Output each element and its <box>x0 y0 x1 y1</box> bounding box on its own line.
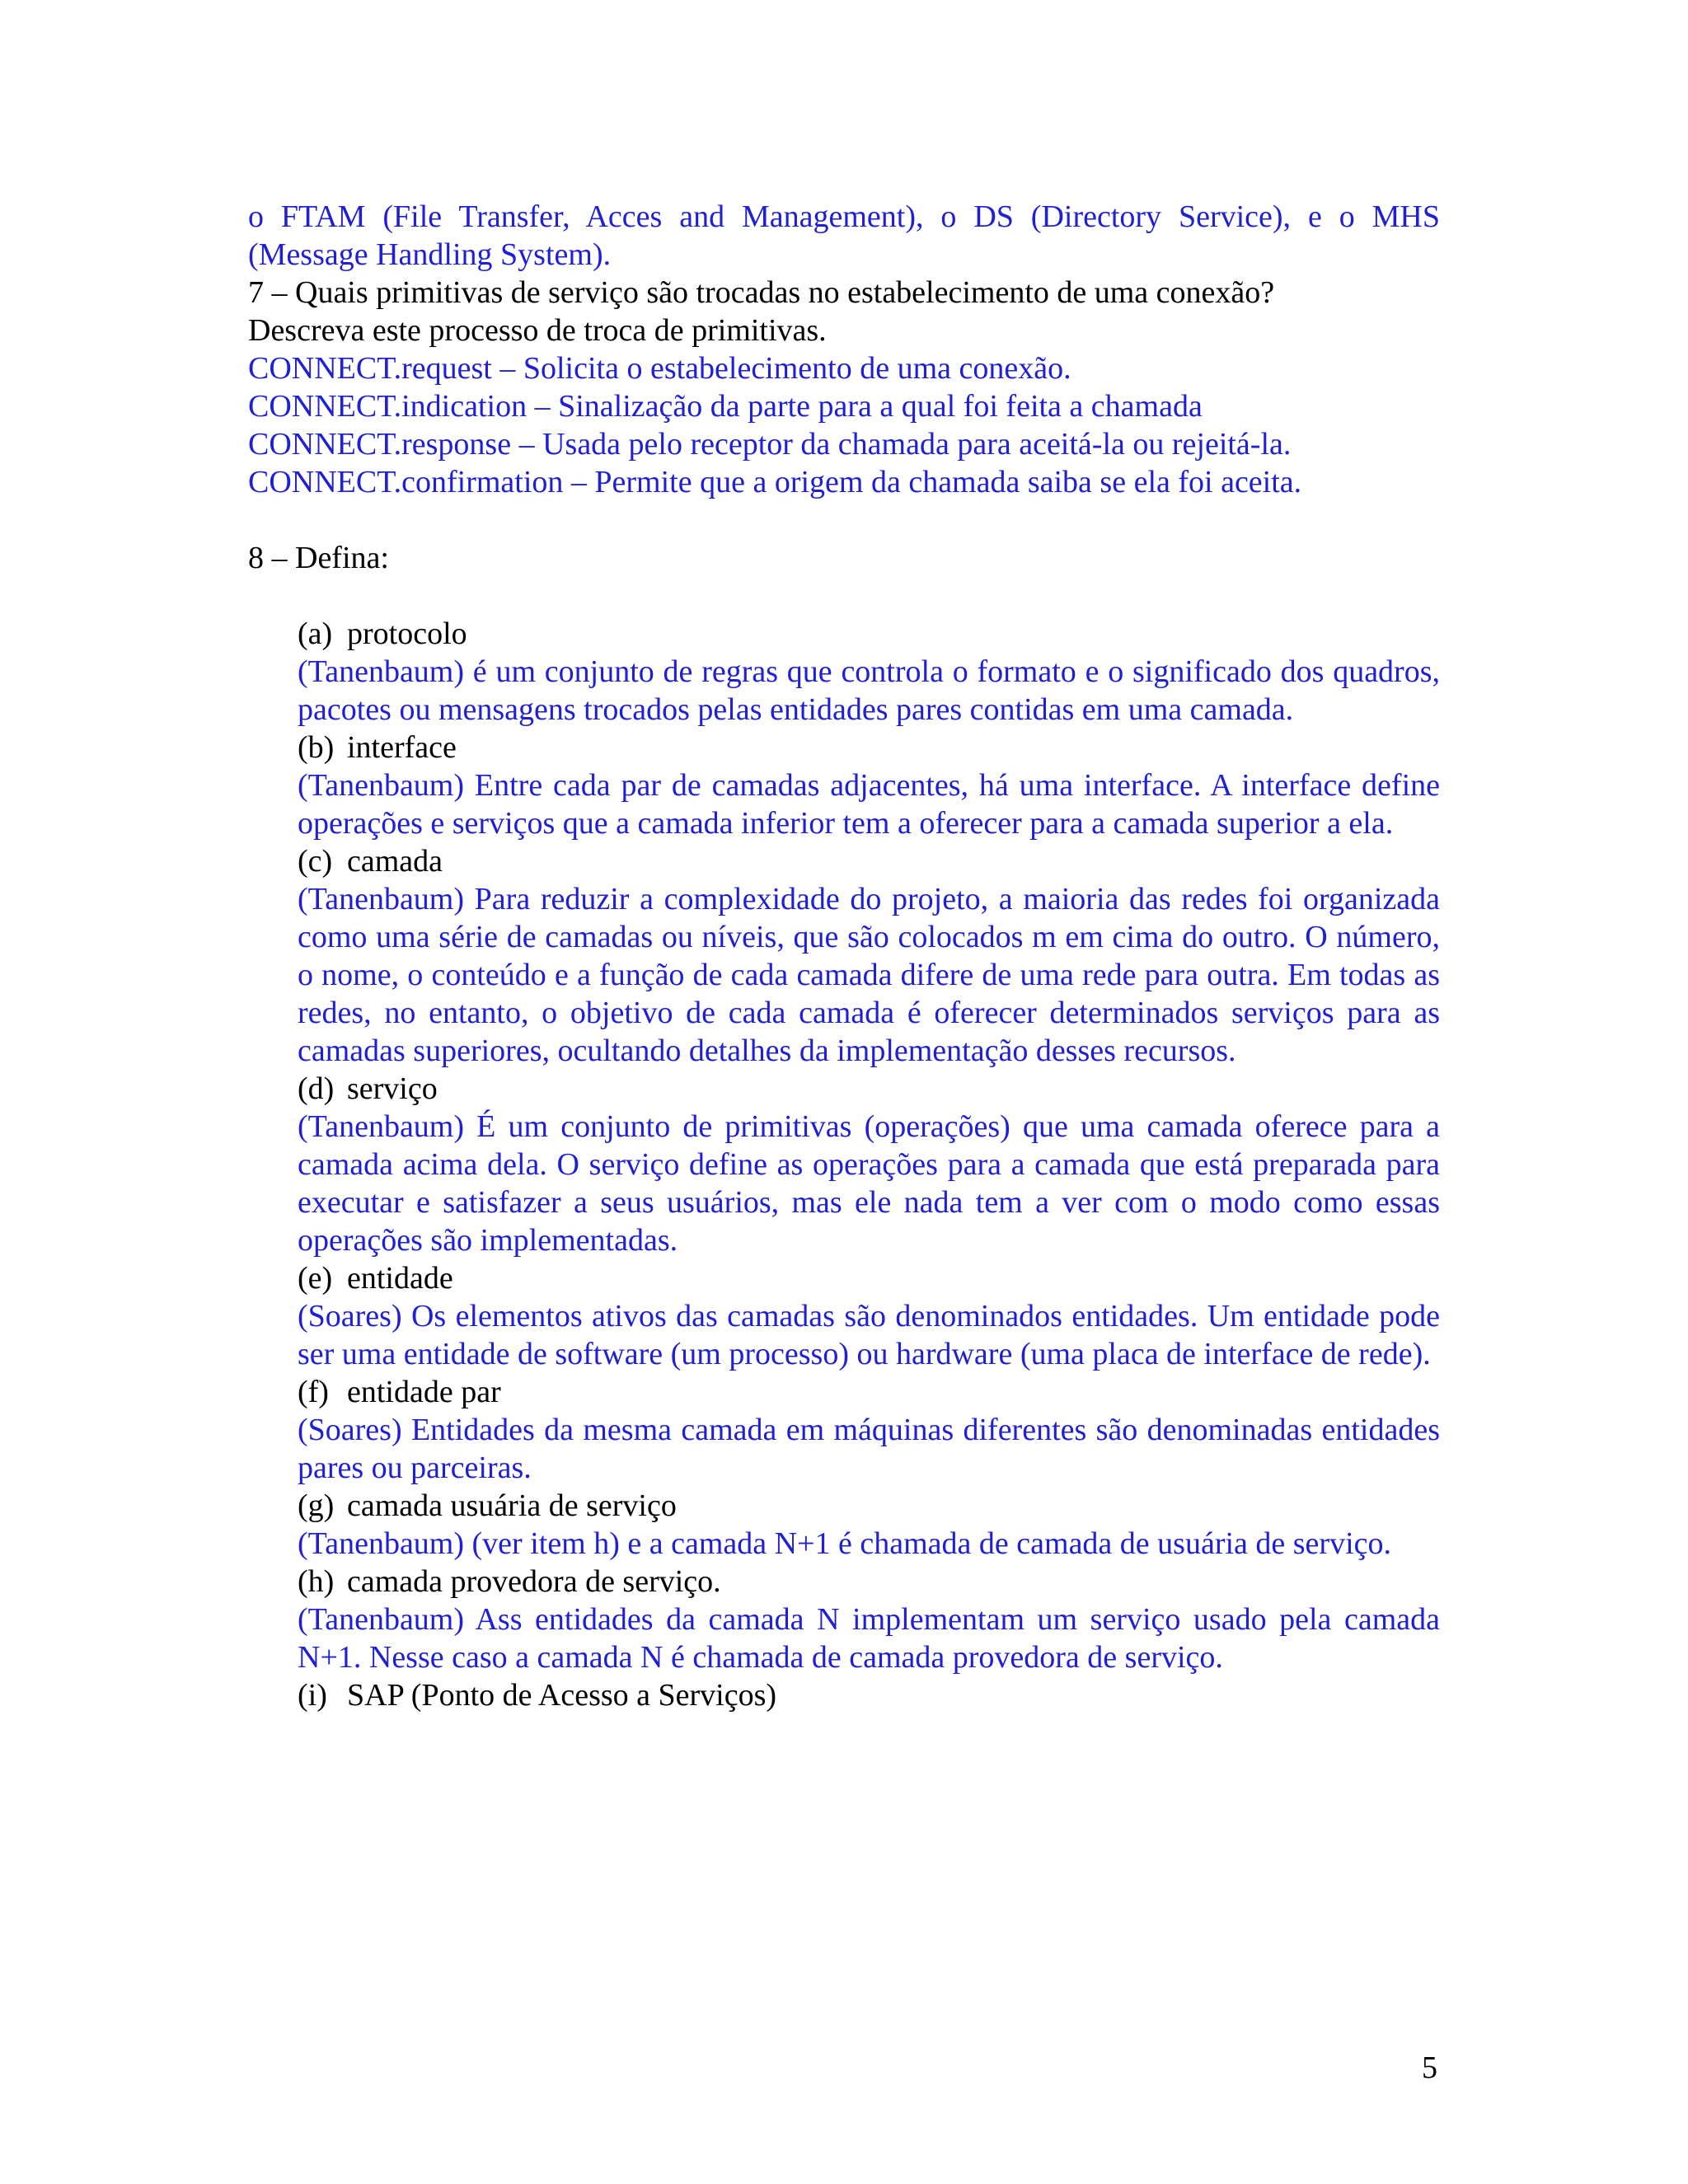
item-letter: (a) <box>298 616 333 651</box>
list-item <box>298 1373 1440 1487</box>
item-letter: (g) <box>298 1488 335 1523</box>
spacer <box>248 501 1440 539</box>
item-answer: (Tanenbaum) Entre cada par de camadas adjacentes, há uma interface. A interface define operações e serviços que a camada inferior tem a oferecer para a camada superior a ela. <box>298 768 1440 841</box>
list-item <box>298 729 1440 842</box>
item-answer: (Soares) Os elementos ativos das camadas são denominados entidades. Um entidade pode ser uma entidade de software (um processo) ou hardware (uma placa de interface de rede). <box>298 1299 1440 1371</box>
primitive-connect-indication: CONNECT.indication – Sinalização da parte para a qual foi feita a chamada <box>248 389 1203 424</box>
item-term: entidade par <box>347 1375 501 1409</box>
item-answer: (Tanenbaum) Para reduzir a complexidade do projeto, a maioria das redes foi organizada como uma série de camadas ou níveis, que são colocados m em cima do outro. O número, o nome, o conteúdo e a função de cada camada difere de uma rede para outra. Em todas as redes, no entanto, o objetivo de cada camada é oferecer determinados serviços para as camadas superiores, ocultando detalhes da implementação desses recursos. <box>298 882 1440 1068</box>
item-answer: (Tanenbaum) é um conjunto de regras que controla o formato e o significado dos quadros, pacotes ou mensagens trocados pelas entidades pares contidas em uma camada. <box>298 654 1440 727</box>
item-term: serviço <box>347 1071 438 1106</box>
item-label <box>298 1676 1440 1714</box>
item-answer: (Tanenbaum) (ver item h) e a camada N+1 é chamada de camada de usuária de serviço. <box>298 1526 1391 1561</box>
item-label <box>298 1070 1440 1108</box>
item-term: camada usuária de serviço <box>347 1488 677 1523</box>
item-letter: (b) <box>298 730 335 765</box>
item-label <box>298 729 1440 766</box>
item-letter: (f) <box>298 1375 329 1409</box>
item-term: entidade <box>347 1261 453 1296</box>
list-item <box>298 1070 1440 1259</box>
primitive-connect-response: CONNECT.response – Usada pelo receptor da chamada para aceitá-la ou rejeitá-la. <box>248 427 1292 462</box>
item-label <box>298 1259 1440 1297</box>
spacer <box>248 577 1440 615</box>
item-letter: (i) <box>298 1678 327 1713</box>
item-letter: (c) <box>298 844 333 879</box>
intro-answer: o FTAM (File Transfer, Acces and Management), o DS (Directory Service), e o MHS (Message Handling System). <box>248 199 1440 272</box>
question-7-line-2: Descreva este processo de troca de primitivas. <box>248 313 827 348</box>
item-term: camada <box>347 844 443 879</box>
page-number: 5 <box>1422 2050 1437 2085</box>
item-letter: (d) <box>298 1071 335 1106</box>
item-term: interface <box>347 730 457 765</box>
list-item <box>298 1259 1440 1373</box>
item-term: SAP (Ponto de Acesso a Serviços) <box>347 1678 777 1713</box>
item-label <box>298 1563 1440 1601</box>
item-label <box>298 1373 1440 1411</box>
list-item <box>298 842 1440 1070</box>
item-answer: (Tanenbaum) Ass entidades da camada N implementam um serviço usado pela camada N+1. Nesse caso a camada N é chamada de camada provedora de serviço. <box>298 1602 1440 1675</box>
page-content <box>248 198 1440 1714</box>
list-item <box>298 1676 1440 1714</box>
item-term: camada provedora de serviço. <box>347 1564 721 1599</box>
item-label <box>298 615 1440 653</box>
list-item <box>298 1563 1440 1676</box>
list-item <box>298 1487 1440 1563</box>
definitions-list <box>248 615 1440 1714</box>
question-8: 8 – Defina: <box>248 541 389 575</box>
question-7-line-1: 7 – Quais primitivas de serviço são trocadas no estabelecimento de uma conexão? <box>248 275 1275 310</box>
item-term: protocolo <box>347 616 467 651</box>
item-answer: (Soares) Entidades da mesma camada em máquinas diferentes são denominadas entidades pares ou parceiras. <box>298 1413 1440 1485</box>
primitive-connect-confirmation: CONNECT.confirmation – Permite que a origem da chamada saiba se ela foi aceita. <box>248 465 1302 499</box>
primitive-connect-request: CONNECT.request – Solicita o estabelecimento de uma conexão. <box>248 351 1071 386</box>
item-label <box>298 842 1440 880</box>
list-item <box>298 615 1440 729</box>
item-letter: (e) <box>298 1261 333 1296</box>
item-answer: (Tanenbaum) É um conjunto de primitivas (operações) que uma camada oferece para a camada acima dela. O serviço define as operações para a camada que está preparada para executar e satisfazer a seus usuários, mas ele nada tem a ver com o modo como essas operações são implementadas. <box>298 1109 1440 1258</box>
item-label <box>298 1487 1440 1525</box>
item-letter: (h) <box>298 1564 335 1599</box>
